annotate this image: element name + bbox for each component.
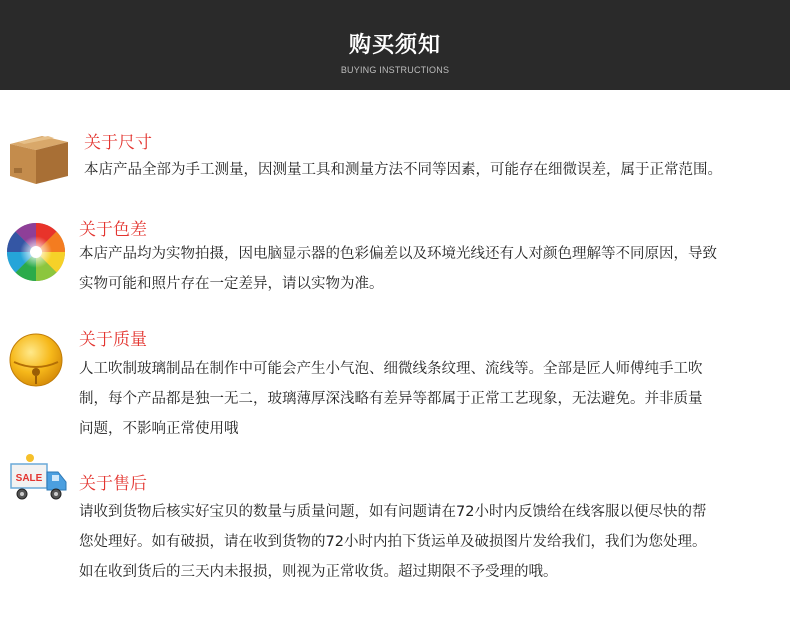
section-body-quality — [79, 354, 703, 444]
color-wheel-icon — [6, 222, 66, 286]
section-line: 请收到货物后核实好宝贝的数量与质量问题，如有问题请在72小时内反馈给在线客服以便尽快的帮 — [79, 504, 707, 520]
section-title-aftersales: 关于售后 — [79, 474, 147, 494]
section-body-size — [84, 155, 722, 185]
page-title: 购买须知 — [348, 33, 441, 58]
header-banner — [0, 0, 790, 90]
section-size — [0, 120, 790, 200]
section-title-quality: 关于质量 — [79, 330, 147, 350]
section-line: 本店产品均为实物拍摄，因电脑显示器的色彩偏差以及环境光线还有人对颜色理解等不同原因，导致 — [79, 246, 717, 262]
section-title-size: 关于尺寸 — [84, 133, 152, 153]
section-title-color: 关于色差 — [79, 220, 147, 240]
section-line: 您处理好。如有破损，请在收到货物的72小时内拍下货运单及破损图片发给我们，我们为您处理。 — [79, 534, 707, 550]
section-line: 制，每个产品都是独一无二，玻璃薄厚深浅略有差异等都属于正常工艺现象，无法避免。并非质量 — [79, 391, 703, 407]
bell-icon — [8, 332, 64, 392]
section-line: 如在收到货后的三天内未报损，则视为正常收货。超过期限不予受理的哦。 — [79, 564, 558, 580]
sale-truck-icon — [8, 452, 70, 508]
section-body-aftersales — [79, 497, 706, 587]
page-subtitle: BUYING INSTRUCTIONS — [340, 65, 450, 75]
section-line: 本店产品全部为手工测量，因测量工具和测量方法不同等因素，可能存在细微误差，属于正常范围。 — [84, 162, 722, 178]
section-color — [0, 210, 790, 310]
section-line: 问题，不影响正常使用哦 — [79, 421, 239, 437]
sale-sign-text: SALE — [15, 473, 43, 484]
cardboard-box-icon — [6, 130, 72, 190]
section-aftersales — [0, 452, 790, 602]
section-body-color — [79, 239, 717, 299]
section-line: 实物可能和照片存在一定差异，请以实物为准。 — [79, 276, 384, 292]
section-quality — [0, 320, 790, 450]
section-line: 人工吹制玻璃制品在制作中可能会产生小气泡、细微线条纹理、流线等。全部是匠人师傅纯手工吹 — [79, 361, 703, 377]
